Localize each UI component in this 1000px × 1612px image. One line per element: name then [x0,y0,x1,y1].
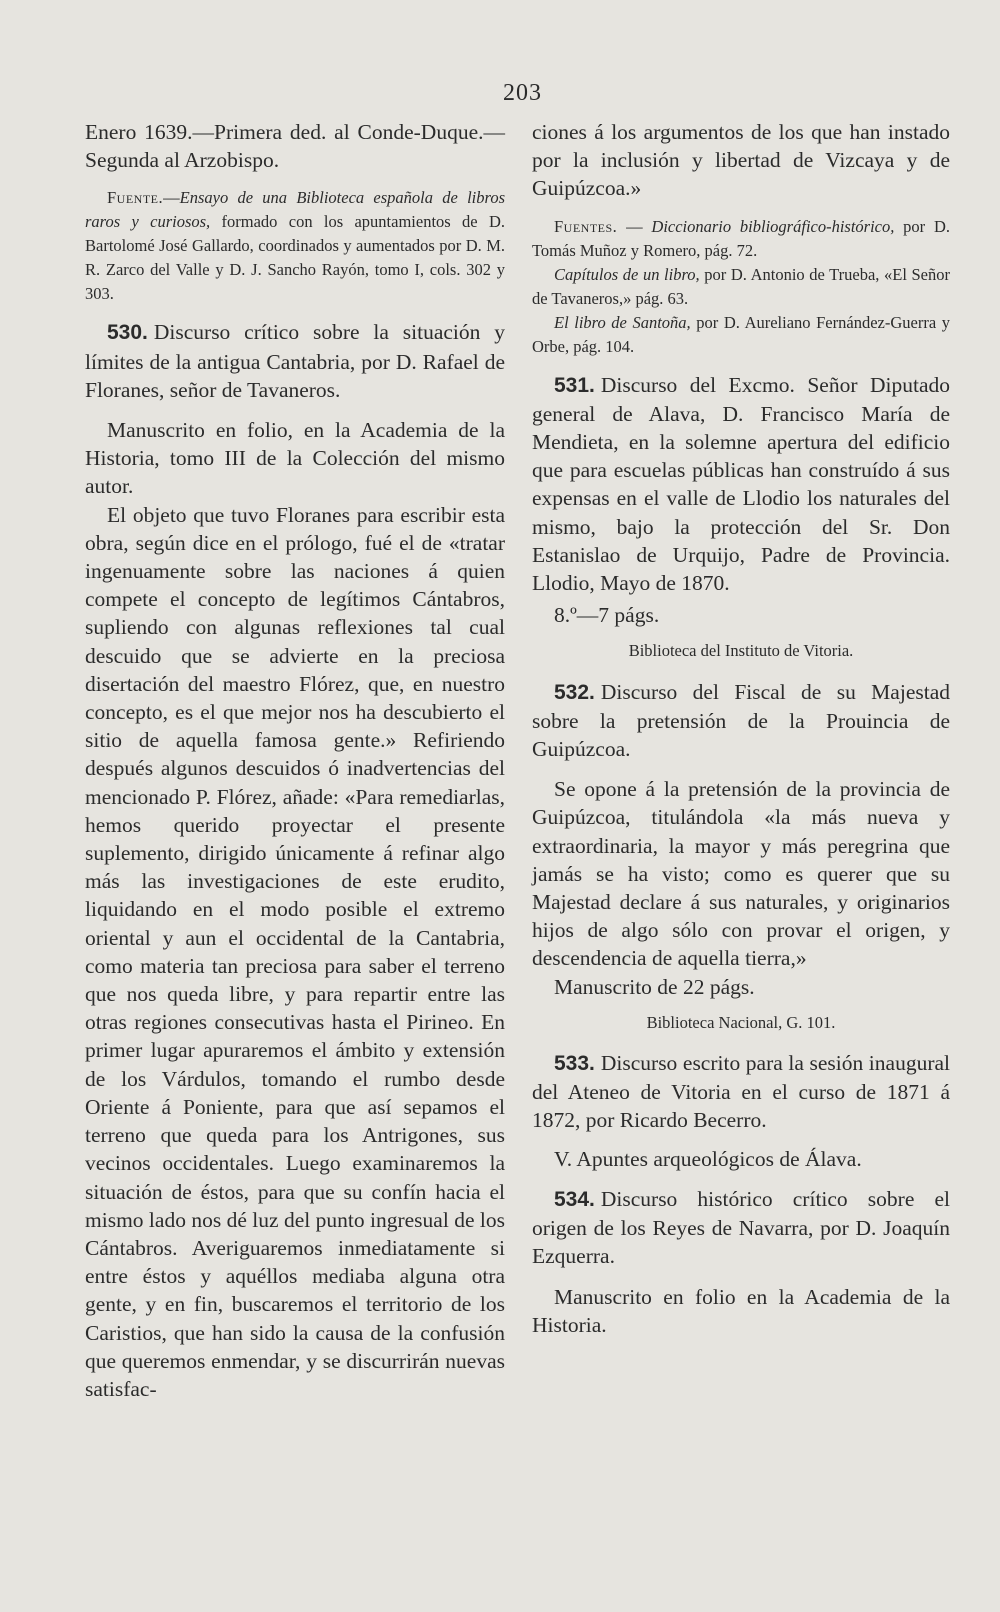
source-label: Fuente. [107,188,164,208]
entry-531-library: Biblioteca del Instituto de Vitoria. [628,641,854,661]
entry-531-title: Discurso del Excmo. Señor Diputado general de Alava, D. Francisco María de Mendieta, en la solemne apertura del edificio que para escuelas públicas han construído á sus expensas en el valle de Llodio los naturales del mismo, bajo la protección del Sr. Don Estanislao de Urquijo, Padre de Provincia. Llodio, Mayo de 1870. [532,372,950,596]
sources-dash: — [617,216,643,236]
page-number: 203 [503,80,542,106]
source-3 [532,311,950,359]
source-title: Ensayo de una Biblioteca española de libros raros y curiosos, [85,188,505,232]
entry-534-number: 534. [554,1187,595,1211]
source-note [85,186,505,306]
entry-532-number: 532. [554,680,595,704]
entry-530-number: 530. [107,321,148,345]
source-3-title: El libro de Santoña, [554,312,691,332]
source-2-details: por D. Antonio de Trueba, «El Señor de Tavaneros,» pág. 63. [532,264,950,308]
entry-532-body: Se opone á la pretensión de la provincia de Guipúzcoa, titulándola «la más nueva y extraordinaria, la mayor y más peregrina que jamás se ha visto; como es querer que su Majestad declare á sus naturales, y originarios hijos de algo sólo con provar el origen, y descendencia de aquella tierra,» [532,777,950,971]
entry-531-heading [532,371,950,598]
entry-533-number: 533. [554,1052,595,1076]
continued-paragraph: Enero 1639.—Primera ded. al Conde-Duque.—Segunda al Arzobispo. [85,120,505,173]
entry-532-library: Biblioteca Nacional, G. 101. [646,1012,836,1032]
entry-531-format: 8.º—7 págs. [554,603,660,628]
source-2 [532,263,950,311]
entry-530-heading [85,318,505,404]
entry-534-heading [532,1185,950,1271]
entry-530-body: El objeto que tuvo Floranes para escribir esta obra, según dice en el prólogo, fué el de «tratar ingenuamente sobre las naciones á quien compete el concepto de legítimos Cántabros, supliendo con algunas reflexiones tal cual descuido que se advierte en la preciosa disertación del maestro Flórez, que, en nuestro concepto, es el que mejor nos ha descubierto el sitio de aquella famosa gente.» Refiriendo después algunos descuidos ó inadvertencias del mencionado P. Flórez, añade: «Para remediarlas, hemos querido proyectar el presente suplemento, dirigido únicamente á refinar algo más las investigaciones de este erudito, liquidando en el modo posible el extremo oriental y aun el occidental de la Cantabria, como materia tan preciosa para saber el terreno que nos queda libre, y para repartir entre las otras regiones consecutivas hasta el Pirineo. En primer lugar apuraremos el ámbito y extensión de los Várdulos, tomando el rumbo desde Oriente á Poniente, para que así sepamos el terreno que queda para los Antrigones, sus vecinos occidentales. Luego examinaremos la situación de éstos, para que su confín hacia el mismo lado nos dé luz del punto ingresual de los Cántabros. Averiguaremos inmediatamente si entre éstos y aquéllos mediaba alguna otra gente, y en fin, buscaremos el territorio de los Caristios, que han sido la causa de la confusión que queremos enmendar, y se discurrirán nuevas satisfac- [85,502,505,1401]
entry-530-title: Discurso crítico sobre la situación y límites de la antigua Cantabria, por D. Rafael de Floranes, señor de Tavaneros. [85,320,505,402]
left-column [85,118,505,1403]
entry-530-manuscript: Manuscrito en folio, en la Academia de la Historia, tomo III de la Colección del mismo autor. [85,418,505,499]
entry-531-number: 531. [554,373,595,397]
entry-534-title: Discurso histórico crítico sobre el origen de los Reyes de Navarra, por D. Joaquín Ezquerra. [532,1186,950,1269]
entry-533-heading [532,1049,950,1135]
right-column [532,118,950,1339]
source-1-title: Diccionario bibliográfico-histórico, [651,216,895,236]
entry-533-title: Discurso escrito para la sesión inaugural del Ateneo de Vitoria en el curso de 1871 á 1872, por Ricardo Becerro. [532,1051,950,1133]
source-2-title: Capítulos de un libro, [554,264,700,284]
source-dash: — [163,188,180,208]
sources-label: Fuentes. [554,216,618,236]
source-3-details: por D. Aureliano Fernández-Guerra y Orbe, pág. 104. [532,312,950,356]
entry-532-heading [532,678,950,764]
continued-paragraph: ciones á los argumentos de los que han instado por la inclusión y libertad de Vizcaya y de Guipúzcoa.» [532,120,950,201]
source-details: formado con los apuntamientos de D. Bartolomé José Gallardo, coordinados y aumentados por D. M. R. Zarco del Valle y D. J. Sancho Rayón, tomo I, cols. 302 y 303. [85,212,505,304]
entry-532-manuscript: Manuscrito de 22 págs. [554,974,755,999]
source-1 [532,215,950,263]
entry-533-reference: V. Apuntes arqueológicos de Álava. [554,1146,862,1171]
entry-534-manuscript: Manuscrito en folio en la Academia de la Historia. [532,1284,950,1337]
source-1-details: por D. Tomás Muñoz y Romero, pág. 72. [532,216,951,260]
entry-532-title: Discurso del Fiscal de su Majestad sobre la pretensión de la Prouincia de Guipúzcoa. [532,679,950,762]
sources-note [532,215,950,359]
